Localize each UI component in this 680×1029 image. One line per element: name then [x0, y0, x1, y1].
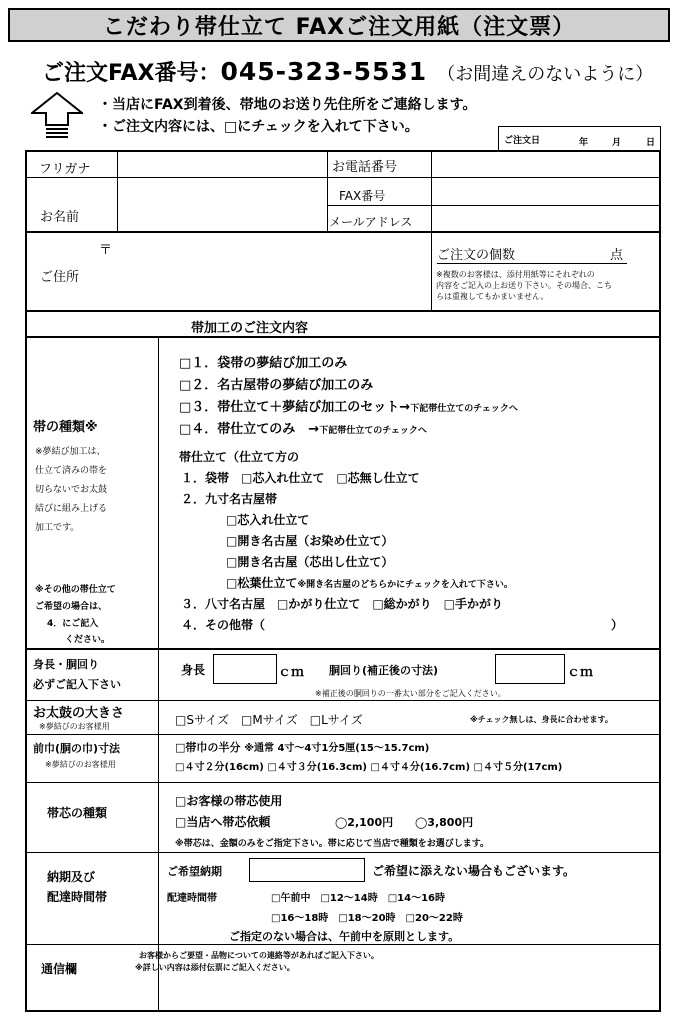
fax-number-line [42, 56, 653, 87]
fax-number: 045-323-5531 [220, 57, 428, 86]
address-input[interactable] [27, 233, 430, 310]
obi-type-label: 帯の種類※ [33, 420, 98, 435]
measure-label-1: 身長・胴回り [33, 658, 99, 671]
obi-option-3[interactable] [179, 396, 518, 415]
delivery-times-2[interactable]: □16～18時 □18～20時 □20～22時 [271, 913, 463, 924]
comm-label: 通信欄 [41, 962, 78, 976]
delivery-times-1[interactable]: □午前中 □12～14時 □14～16時 [271, 893, 446, 904]
waist-input[interactable] [495, 654, 565, 684]
waist-note: ※補正後の胴回りの一番太い部分をご記入ください。 [315, 689, 506, 698]
shitate-line-text: ４．その他帯（ [181, 618, 266, 632]
delivery-label-1: 納期及び [47, 870, 96, 884]
obi-note1-line: 加工です。 [35, 523, 80, 533]
obi-note1-line: 結びに組み上げる [35, 504, 108, 514]
maemaku-half-text: □帯巾の半分 [175, 741, 241, 754]
fax-label: ご注文FAX番号： [42, 61, 221, 86]
address-label: ご住所 [40, 270, 80, 285]
phone-label: お電話番号 [332, 160, 398, 175]
delivery-time-label: 配達時間帯 [167, 893, 217, 904]
obi-option-3-sub: 下記帯仕立てのチェックへ [410, 404, 518, 414]
delivery-date-note: ご希望に添えない場合もございます。 [372, 864, 576, 878]
count-note-2: 内容をご記入の上お送り下さい。その場合、こち [436, 281, 612, 290]
shitate-line-text: １．袋帯 □芯入れ仕立て □芯無し仕立て [181, 471, 420, 485]
comm-note-2: ※詳しい内容は添付伝票にご記入ください。 [135, 963, 295, 972]
shitate-line-text: ２．九寸名古屋帯 [181, 492, 278, 506]
section-header: 帯加工のご注文内容 [191, 321, 309, 336]
obi-option-1[interactable] [179, 352, 347, 371]
maemaku-half[interactable] [175, 739, 429, 755]
order-date-day: 日 [646, 138, 656, 148]
maemaku-sizes[interactable]: □４寸２分(16cm) □４寸３分(16.3cm) □４寸４分(16.7cm) □４寸５分(17cm) [175, 762, 563, 773]
shin-note: ※帯芯は、金額のみをご指定下さい。帯に応じて当店で種類をお選びします。 [175, 839, 490, 849]
order-date-month: 月 [612, 138, 622, 148]
up-arrow-icon [31, 92, 83, 138]
waist-label: 胴回り(補正後の寸法) [329, 664, 439, 677]
shitate-line-2 [181, 490, 277, 507]
obi-option-2-text: □２．名古屋帯の夢結び加工のみ [179, 378, 374, 393]
comm-note-1: お客様からご要望・品物についての連絡等があればご記入下さい。 [139, 951, 379, 960]
obi-option-4-text: □４．帯仕立てのみ → [179, 422, 320, 437]
order-form [25, 150, 661, 1012]
obi-note2-line: ください。 [65, 635, 111, 645]
email-input[interactable] [432, 206, 658, 230]
shitate-line-3[interactable] [226, 511, 309, 528]
obi-option-4[interactable] [179, 418, 427, 437]
obi-note1-line: ※夢結び加工は、 [35, 447, 106, 457]
drum-sub: ※夢結びのお客様用 [39, 722, 110, 731]
shitate-line-sub: ※開き名古屋のどちらかにチェックを入れて下さい。 [297, 580, 513, 590]
drum-note: ※チェック無しは、身長に合わせます。 [470, 715, 613, 724]
shin-price-1[interactable]: ◯2,100円 [335, 816, 394, 829]
page-title: こだわり帯仕立て FAXご注文用紙（注文票） [8, 8, 670, 42]
phone-input[interactable] [432, 152, 658, 176]
obi-note2-line: 4．にご記入 [47, 619, 99, 629]
order-date-field[interactable] [498, 126, 661, 150]
shitate-line-5[interactable] [226, 553, 393, 570]
delivery-date-input[interactable] [249, 858, 365, 882]
drum-label: お太鼓の大きさ [33, 706, 125, 721]
comm-input[interactable] [160, 974, 656, 1010]
other-close-paren: ） [611, 618, 624, 632]
obi-note1-line: 切らないでお太鼓 [35, 485, 108, 495]
height-label: 身長 [181, 663, 206, 677]
count-note-1: ※複数のお客様は、添付用紙等にそれぞれの [436, 270, 595, 279]
shitate-line-4[interactable] [226, 532, 393, 549]
obi-option-2[interactable] [179, 374, 373, 393]
order-date-year: 年 [579, 138, 589, 148]
height-unit: ｃｍ [278, 665, 305, 680]
name-input[interactable] [118, 178, 326, 230]
obi-option-3-text: □３．帯仕立て＋夢結び加工のセット→ [179, 400, 411, 415]
shin-request[interactable]: □当店へ帯芯依頼 [175, 815, 271, 829]
obi-option-1-text: □１．袋帯の夢結び加工のみ [179, 356, 348, 371]
measure-label-2: 必ずご記入下さい [33, 678, 121, 691]
obi-option-4-sub: 下記帯仕立てのチェックへ [319, 426, 427, 436]
height-input[interactable] [213, 654, 277, 684]
fax-note: （お間違えのないように） [437, 64, 654, 85]
shitate-line-text: ３．八寸名古屋 □かがり仕立て □総かがり □手かがり [181, 597, 504, 611]
shitate-line-7[interactable] [181, 595, 503, 612]
shitate-line-1[interactable] [181, 469, 420, 486]
order-date-label: ご注文日 [504, 136, 541, 146]
waist-unit: ｃｍ [567, 665, 594, 680]
notice-2: ・ご注文内容には、□にチェックを入れて下さい。 [98, 119, 419, 135]
drum-size-options[interactable]: □Sサイズ □Mサイズ □Lサイズ [175, 713, 363, 727]
shitate-line-8[interactable] [181, 616, 265, 633]
shin-label: 帯芯の種類 [47, 806, 108, 820]
count-label: ご注文の個数 [437, 248, 516, 263]
postal-mark: 〒 [99, 243, 113, 258]
maemaku-half-note: ※通常 4寸～4寸1分5厘(15～15.7cm) [244, 743, 430, 754]
maemaku-label: 前巾(胴の巾)寸法 [33, 742, 121, 755]
shitate-line-text: □開き名古屋（芯出し仕立て） [226, 555, 394, 569]
shitate-line-text: □芯入れ仕立て [226, 513, 310, 527]
shitate-line-text: □松葉仕立て [226, 576, 298, 590]
shitate-line-6[interactable] [226, 574, 513, 591]
notice-1: ・当店にFAX到着後、帯地のお送り先住所をご連絡します。 [98, 97, 477, 113]
email-label: メールアドレス [329, 215, 413, 229]
delivery-date-label: ご希望納期 [167, 865, 222, 878]
delivery-default: ご指定のない場合は、午前中を原則とします。 [229, 930, 460, 943]
fax-input[interactable] [432, 178, 658, 204]
fax-field-label: FAX番号 [339, 189, 386, 203]
obi-note1-line: 仕立て済みの帯を [35, 466, 108, 476]
obi-note2-line: ご希望の場合は、 [35, 602, 108, 612]
furigana-input[interactable] [118, 152, 326, 176]
shin-price-2[interactable]: ◯3,800円 [415, 816, 474, 829]
maemaku-sub: ※夢結びのお客様用 [45, 760, 116, 769]
count-note-3: らは重複してもかまいません。 [436, 292, 549, 301]
count-unit: 点 [610, 248, 624, 263]
delivery-label-2: 配達時間帯 [47, 890, 108, 904]
obi-note2-line: ※その他の帯仕立て [35, 585, 116, 595]
name-label: お名前 [40, 210, 80, 225]
shin-customer[interactable]: □お客様の帯芯使用 [175, 794, 283, 808]
furigana-label: フリガナ [39, 162, 91, 177]
shitate-title: 帯仕立て（仕立て方の [179, 450, 300, 464]
shitate-line-text: □開き名古屋（お染め仕立て） [226, 534, 394, 548]
